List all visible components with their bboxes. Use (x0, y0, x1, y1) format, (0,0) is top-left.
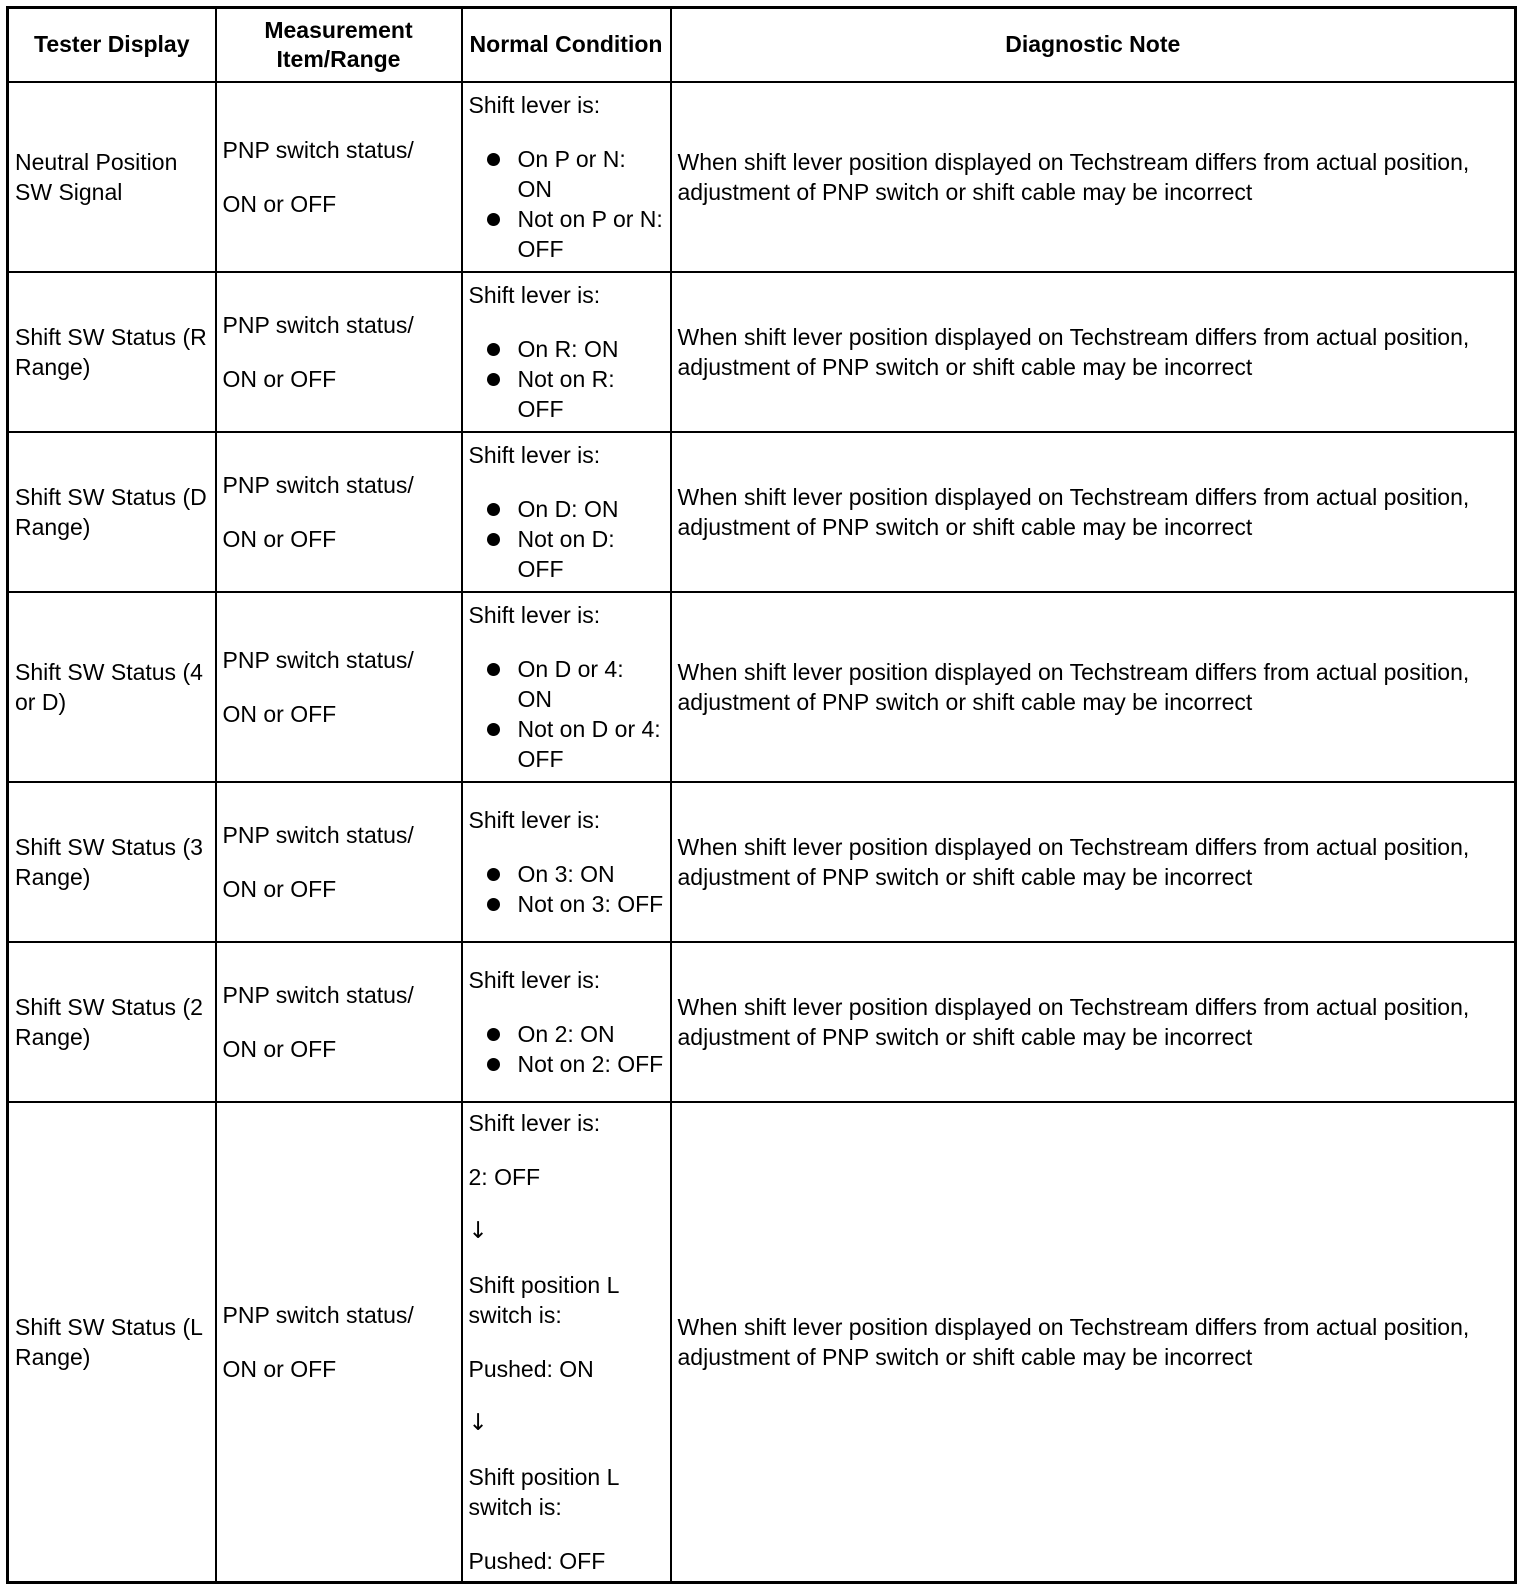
measurement-item: PNP switch status/ (222, 646, 414, 673)
header-tester-display: Tester Display (8, 8, 216, 82)
arrow-down-icon: ↓ (468, 1409, 488, 1436)
bullet-icon (487, 1058, 500, 1071)
bullet-icon (487, 663, 500, 676)
condition-step: Shift position L switch is: (468, 1271, 619, 1328)
list-item (469, 204, 664, 264)
condition-lead: Shift lever is: (468, 281, 601, 308)
header-diagnostic-note: Diagnostic Note (671, 8, 1516, 82)
normal-condition-cell (462, 1102, 671, 1583)
list-item (469, 144, 664, 204)
list-item (469, 654, 664, 714)
bullet-icon (487, 898, 500, 911)
table-row (8, 592, 1516, 782)
list-item (469, 714, 664, 774)
table-row (8, 1102, 1516, 1583)
measurement-cell (216, 592, 462, 782)
list-item (469, 859, 664, 889)
diagnostic-note-cell: When shift lever position displayed on Techstream differs from actual position, adjustment of PNP switch or shift cable may be incorrect (671, 82, 1516, 272)
measurement-cell (216, 82, 462, 272)
measurement-cell (216, 272, 462, 432)
normal-condition-cell (462, 82, 671, 272)
condition-text: On P or N: ON (517, 145, 626, 202)
condition-list (469, 494, 664, 584)
tester-display-cell: Shift SW Status (4 or D) (8, 592, 216, 782)
condition-text: On D or 4: ON (517, 655, 624, 712)
measurement-range: ON or OFF (222, 1355, 337, 1382)
normal-condition-cell (462, 432, 671, 592)
bullet-icon (487, 503, 500, 516)
condition-list (469, 144, 664, 264)
diagnostic-note-cell: When shift lever position displayed on Techstream differs from actual position, adjustment of PNP switch or shift cable may be incorrect (671, 592, 1516, 782)
data-list-table (6, 6, 1517, 1584)
condition-lead: Shift lever is: (468, 601, 601, 628)
condition-step: Pushed: OFF (468, 1547, 606, 1574)
condition-text: Not on 3: OFF (517, 890, 664, 917)
bullet-icon (487, 533, 500, 546)
table-row (8, 82, 1516, 272)
measurement-item: PNP switch status/ (222, 136, 414, 163)
condition-text: Not on 2: OFF (517, 1050, 664, 1077)
condition-list (469, 859, 664, 919)
bullet-icon (487, 723, 500, 736)
measurement-item: PNP switch status/ (222, 821, 414, 848)
condition-step: Shift lever is: (468, 1109, 601, 1136)
list-item (469, 364, 664, 424)
tester-display-cell: Shift SW Status (2 Range) (8, 942, 216, 1102)
measurement-cell (216, 782, 462, 942)
measurement-cell (216, 1102, 462, 1583)
condition-text: On 2: ON (517, 1020, 615, 1047)
arrow-down-icon: ↓ (468, 1217, 488, 1244)
condition-text: Not on D: OFF (517, 525, 615, 582)
bullet-icon (487, 213, 500, 226)
list-item (469, 889, 664, 919)
list-item (469, 524, 664, 584)
bullet-icon (487, 373, 500, 386)
condition-text: On D: ON (517, 495, 619, 522)
bullet-icon (487, 153, 500, 166)
condition-text: Not on D or 4: OFF (517, 715, 661, 772)
list-item (469, 1049, 664, 1079)
condition-step: 2: OFF (468, 1163, 541, 1190)
measurement-cell (216, 432, 462, 592)
list-item (469, 494, 664, 524)
list-item (469, 334, 664, 364)
tester-display-cell: Shift SW Status (D Range) (8, 432, 216, 592)
condition-text: On 3: ON (517, 860, 615, 887)
condition-text: Not on P or N: OFF (517, 205, 663, 262)
diagnostic-note-cell: When shift lever position displayed on Techstream differs from actual position, adjustment of PNP switch or shift cable may be incorrect (671, 432, 1516, 592)
table-row (8, 942, 1516, 1102)
condition-lead: Shift lever is: (468, 966, 601, 993)
condition-list (469, 1019, 664, 1079)
bullet-icon (487, 343, 500, 356)
normal-condition-cell (462, 782, 671, 942)
measurement-range: ON or OFF (222, 190, 337, 217)
diagnostic-note-cell: When shift lever position displayed on Techstream differs from actual position, adjustment of PNP switch or shift cable may be incorrect (671, 942, 1516, 1102)
condition-text: Not on R: OFF (517, 365, 615, 422)
bullet-icon (487, 1028, 500, 1041)
header-row (8, 8, 1516, 82)
diagnostic-note-cell: When shift lever position displayed on Techstream differs from actual position, adjustment of PNP switch or shift cable may be incorrect (671, 272, 1516, 432)
measurement-range: ON or OFF (222, 700, 337, 727)
measurement-item: PNP switch status/ (222, 981, 414, 1008)
diagnostic-note-cell: When shift lever position displayed on Techstream differs from actual position, adjustment of PNP switch or shift cable may be incorrect (671, 1102, 1516, 1583)
measurement-item: PNP switch status/ (222, 471, 414, 498)
tester-display-cell: Shift SW Status (R Range) (8, 272, 216, 432)
normal-condition-cell (462, 272, 671, 432)
condition-lead: Shift lever is: (468, 441, 601, 468)
table-row (8, 272, 1516, 432)
measurement-range: ON or OFF (222, 1035, 337, 1062)
tester-display-cell: Shift SW Status (3 Range) (8, 782, 216, 942)
diagnostic-note-cell: When shift lever position displayed on Techstream differs from actual position, adjustment of PNP switch or shift cable may be incorrect (671, 782, 1516, 942)
condition-lead: Shift lever is: (468, 91, 601, 118)
normal-condition-cell (462, 942, 671, 1102)
measurement-range: ON or OFF (222, 365, 337, 392)
table-row (8, 782, 1516, 942)
condition-list (469, 334, 664, 424)
tester-display-cell: Neutral Position SW Signal (8, 82, 216, 272)
condition-step: Shift position L switch is: (468, 1463, 619, 1520)
table-row (8, 432, 1516, 592)
measurement-item: PNP switch status/ (222, 1301, 414, 1328)
measurement-item: PNP switch status/ (222, 311, 414, 338)
condition-text: On R: ON (517, 335, 619, 362)
measurement-range: ON or OFF (222, 525, 337, 552)
condition-lead: Shift lever is: (468, 806, 601, 833)
tester-display-cell: Shift SW Status (L Range) (8, 1102, 216, 1583)
measurement-range: ON or OFF (222, 875, 337, 902)
header-normal-condition: Normal Condition (462, 8, 671, 82)
measurement-cell (216, 942, 462, 1102)
normal-condition-cell (462, 592, 671, 782)
header-measurement-item: Measurement Item/Range (216, 8, 462, 82)
condition-list (469, 654, 664, 774)
condition-step: Pushed: ON (468, 1355, 594, 1382)
bullet-icon (487, 868, 500, 881)
list-item (469, 1019, 664, 1049)
